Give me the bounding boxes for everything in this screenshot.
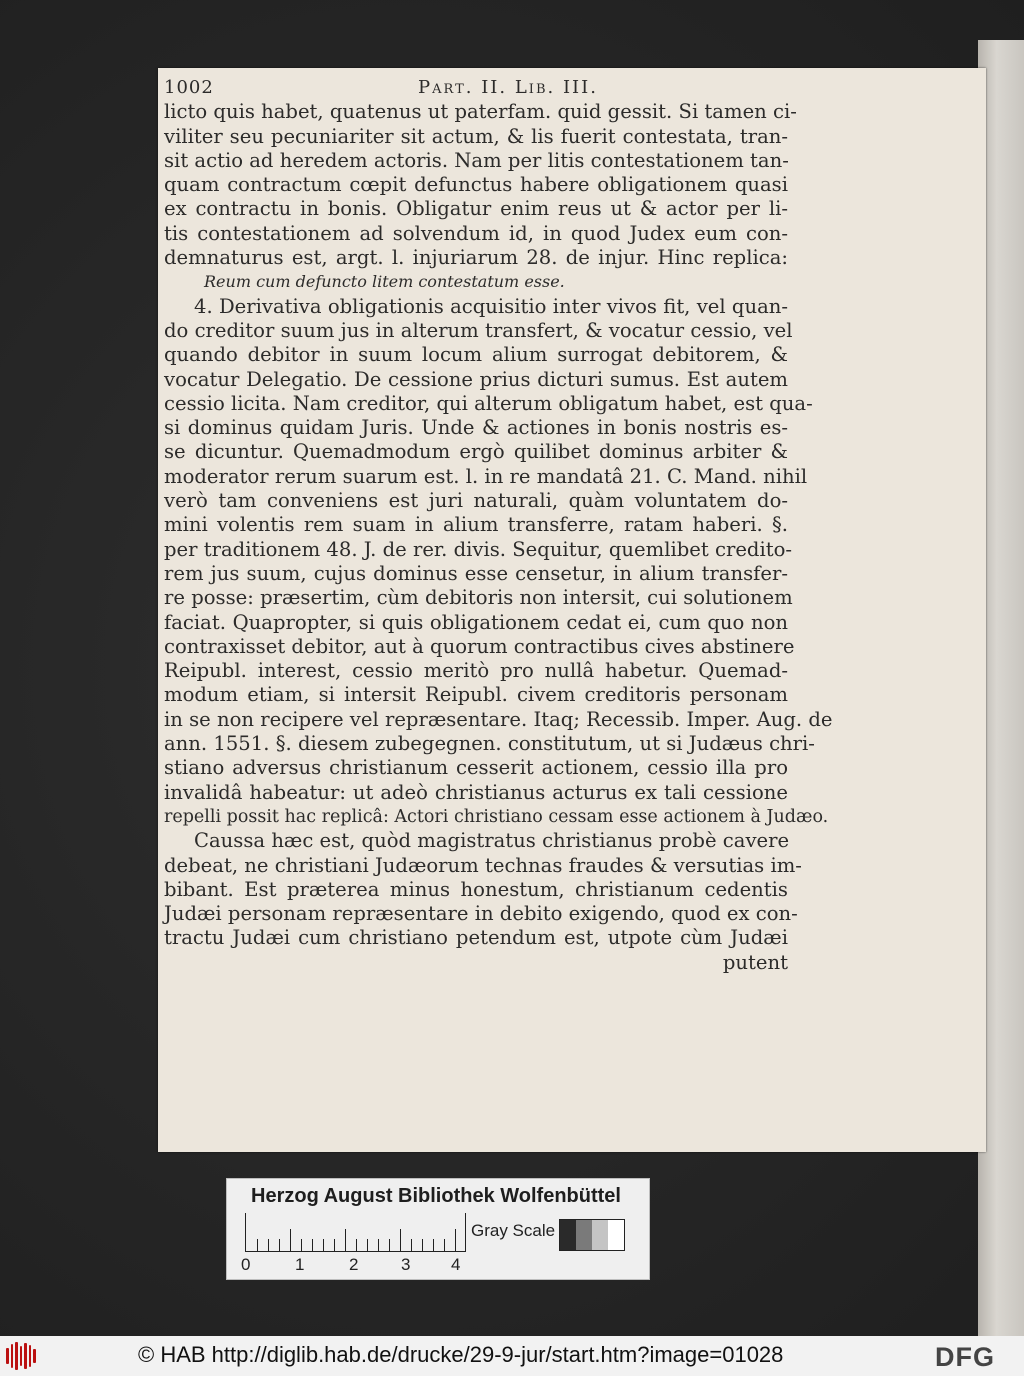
- running-title: Part. II. Lib. III.: [418, 77, 598, 98]
- text-line: Judæi personam repræsentare in debito exigendo, quod ex con-: [164, 902, 798, 926]
- text-line: invalidâ habeatur: ut adeò christianus acturus ex tali cessione: [164, 780, 788, 804]
- text-line: faciat. Quapropter, si quis obligationem cedat ei, cum quo non: [164, 610, 788, 634]
- text-line: quando debitor in suum locum alium surrogat debitorem, &: [164, 343, 788, 367]
- text-line-replica: Reum cum defuncto litem contestatum esse.: [204, 272, 565, 292]
- text-line: debeat, ne christiani Judæorum technas fraudes & versutias im-: [164, 853, 802, 877]
- text-line: bibant. Est præterea minus honestum, christianum cedentis: [164, 877, 788, 901]
- text-line: re posse: præsertim, cùm debitoris non intersit, cui solutionem: [164, 586, 793, 610]
- ruler-number: 3: [401, 1255, 411, 1274]
- library-color-card: [226, 1178, 650, 1280]
- text-line: demnaturus est, argt. l. injuriarum 28. de injur. Hinc replica:: [164, 246, 788, 270]
- text-line: mini volentis rem suam in alium transferre, ratam haberi. §.: [164, 513, 788, 537]
- text-line: tractu Judæi cum christiano petendum est, utpote cùm Judæi: [164, 926, 788, 950]
- text-line: modum etiam, si intersit Reipubl. civem creditoris personam: [164, 683, 788, 707]
- text-line: sit actio ad heredem actoris. Nam per litis contestationem tan-: [164, 148, 789, 172]
- text-line: do creditor suum jus in alterum transfert, & vocatur cessio, vel: [164, 318, 793, 342]
- page-text: [164, 76, 833, 975]
- text-line: ex contractu in bonis. Obligatur enim reus ut & actor per li-: [164, 197, 788, 221]
- text-line: vocatur Delegatio. De cessione prius dicturi sumus. Est autem: [164, 367, 788, 391]
- text-line: ann. 1551. §. diesem zubegegnen. constitutum, ut si Judæus chri-: [164, 732, 815, 756]
- catchword: putent: [722, 950, 788, 974]
- text-line: se dicuntur. Quemadmodum ergò quilibet dominus arbiter &: [164, 440, 788, 464]
- text-line: rem jus suum, cujus dominus esse censetur, in alium transfer-: [164, 561, 788, 585]
- text-line: contraxisset debitor, aut à quorum contractibus cives abstinere: [164, 634, 795, 658]
- library-name: Herzog August Bibliothek Wolfenbüttel: [251, 1185, 621, 1207]
- text-line: tis contestationem ad solvendum id, in quod Judex eum con-: [164, 221, 788, 245]
- text-line: verò tam conveniens est juri naturali, quàm voluntatem do-: [164, 489, 788, 513]
- text-line: stiano adversus christianum cesserit actionem, cessio illa pro: [164, 756, 788, 780]
- text-line: per traditionem 48. J. de rer. divis. Sequitur, quemlibet credito-: [164, 537, 793, 561]
- page-number: 1002: [164, 77, 214, 98]
- ruler-number: 2: [349, 1255, 359, 1274]
- text-line: quam contractum cœpit defunctus habere obligationem quasi: [164, 173, 788, 197]
- text-line: cessio licita. Nam creditor, qui alterum obligatum habet, est qua-: [164, 391, 813, 415]
- copyright-url[interactable]: © HAB http://diglib.hab.de/drucke/29-9-jur/start.htm?image=01028: [138, 1342, 784, 1367]
- text-line: si dominus quidam Juris. Unde & actiones in bonis nostris es-: [164, 416, 788, 440]
- text-line: moderator rerum suarum est. l. in re mandatâ 21. C. Mand. nihil: [164, 464, 808, 488]
- text-line: Reipubl. interest, cessio meritò pro nullâ habetur. Quemad-: [164, 659, 788, 683]
- text-line: Caussa hæc est, quòd magistratus christianus probè cavere: [194, 829, 790, 853]
- ruler-number: 4: [451, 1255, 461, 1274]
- scale-ruler: [245, 1213, 466, 1252]
- footer-bar: [0, 1336, 1024, 1376]
- text-line: repelli possit hac replicâ: Actori christiano cessam esse actionem à Judæo.: [164, 806, 829, 827]
- hab-logo-icon: [6, 1341, 36, 1371]
- gray-scale-swatch: [559, 1219, 625, 1251]
- gray-scale-label: Gray Scale: [471, 1221, 556, 1240]
- text-line: viliter seu pecuniariter sit actum, & lis fuerit contestata, tran-: [164, 124, 788, 148]
- text-line: in se non recipere vel repræsentare. Itaq; Recessib. Imper. Aug. de: [164, 707, 833, 731]
- ruler-number: 1: [295, 1255, 305, 1274]
- text-line: 4. Derivativa obligationis acquisitio inter vivos fit, vel quan-: [194, 294, 788, 318]
- dfg-logo: DFG: [935, 1342, 995, 1372]
- ruler-number: 0: [241, 1255, 251, 1274]
- text-line: licto quis habet, quatenus ut paterfam. quid gessit. Si tamen ci-: [164, 100, 797, 124]
- running-head: [164, 76, 788, 100]
